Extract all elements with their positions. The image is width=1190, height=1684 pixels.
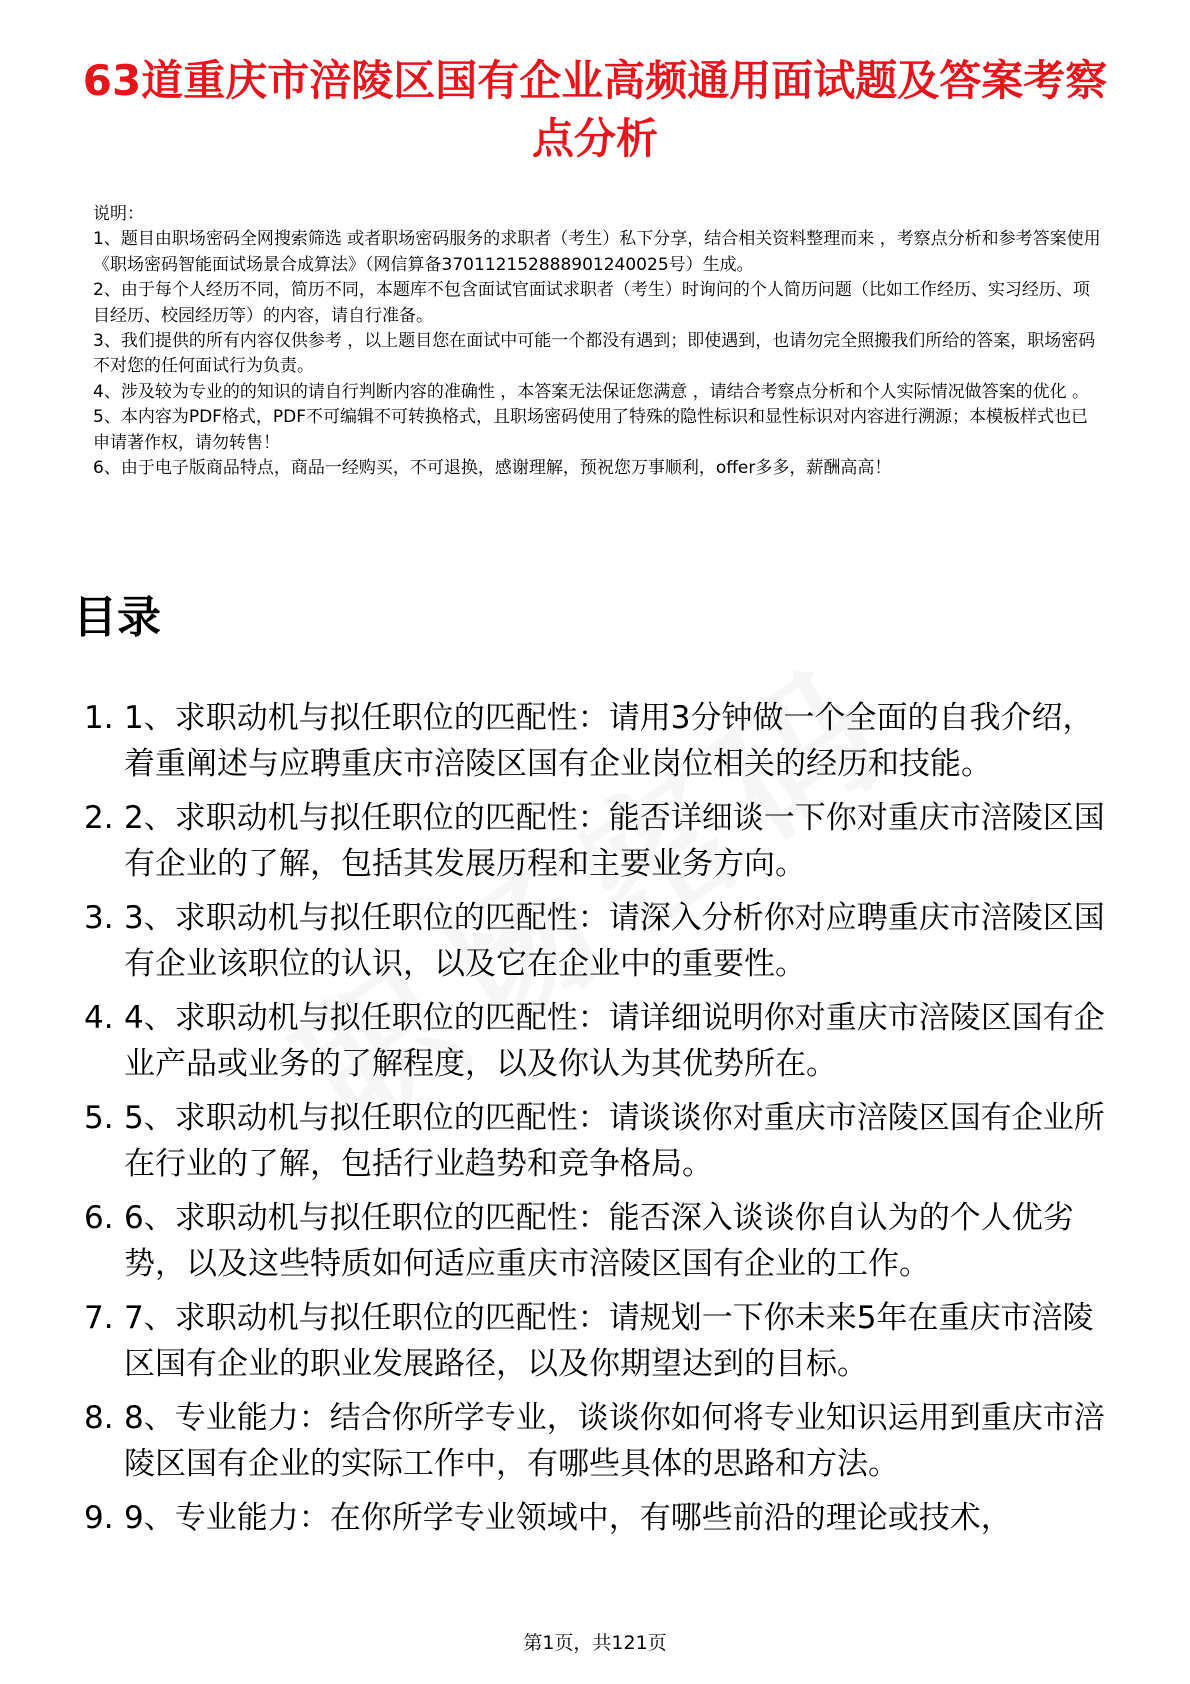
toc-item-number: 2. [84,800,114,836]
toc-item-text: 6、求职动机与拟任职位的匹配性：能否深入谈谈你自认为的个人优劣势，以及这些特质如何适应重庆市涪陵区国有企业的工作。 [124,1200,1074,1282]
toc-item[interactable] [84,1095,1124,1187]
toc-list [84,695,1124,1549]
toc-item[interactable] [84,995,1124,1087]
toc-item[interactable] [84,1495,1124,1541]
toc-item-number: 1. [84,700,114,736]
note-item: 6、由于电子版商品特点，商品一经购买，不可退换，感谢理解，预祝您万事顺利，offer多多，薪酬高高！ [93,458,892,479]
toc-item[interactable] [84,1395,1124,1487]
notes-heading: 说明： [93,204,144,224]
toc-item-number: 8. [84,1400,114,1436]
note-item: 2、由于每个人经历不同，简历不同，本题库不包含面试官面试求职者（考生）时询问的个人简历问题（比如工作经历、实习经历、项目经历、校园经历等）的内容，请自行准备。 [93,280,1090,326]
toc-item-number: 5. [84,1100,114,1136]
toc-item-number: 4. [84,1000,114,1036]
toc-item-text: 5、求职动机与拟任职位的匹配性：请谈谈你对重庆市涪陵区国有企业所在行业的了解，包括行业趋势和竞争格局。 [124,1100,1105,1182]
toc-item[interactable] [84,695,1124,787]
toc-item-number: 7. [84,1300,114,1336]
toc-item-number: 3. [84,900,114,936]
note-item: 3、我们提供的所有内容仅供参考 ，以上题目您在面试中可能一个都没有遇到；即使遇到，也请勿完全照搬我们所给的答案，职场密码不对您的任何面试行为负责。 [93,331,1096,377]
toc-item-text: 2、求职动机与拟任职位的匹配性：能否详细谈一下你对重庆市涪陵区国有企业的了解，包括其发展历程和主要业务方向。 [124,800,1105,882]
toc-item[interactable] [84,1295,1124,1387]
toc-item-text: 1、求职动机与拟任职位的匹配性：请用3分钟做一个全面的自我介绍，着重阐述与应聘重庆市涪陵区国有企业岗位相关的经历和技能。 [124,700,1094,782]
note-item: 1、题目由职场密码全网搜索筛选 或者职场密码服务的求职者（考生）私下分享，结合相关资料整理而来 ，考察点分析和参考答案使用《职场密码智能面试场景合成算法》（网信算备370112152888901240025号）生成。 [93,229,1101,275]
note-item: 4、涉及较为专业的的知识的请自行判断内容的准确性 ，本答案无法保证您满意 ，请结合考察点分析和个人实际情况做答案的优化 。 [93,381,1090,402]
toc-item-text: 3、求职动机与拟任职位的匹配性：请深入分析你对应聘重庆市涪陵区国有企业该职位的认识，以及它在企业中的重要性。 [124,900,1105,982]
document-title: 63道重庆市涪陵区国有企业高频通用面试题及答案考察点分析 [82,56,1108,163]
page-footer: 第1页，共121页 [523,1632,667,1654]
toc-item[interactable] [84,795,1124,887]
toc-item-text: 9、专业能力：在你所学专业领域中，有哪些前沿的理论或技术， [124,1500,1012,1536]
toc-item-text: 4、求职动机与拟任职位的匹配性：请详细说明你对重庆市涪陵区国有企业产品或业务的了解程度，以及你认为其优势所在。 [124,1000,1105,1082]
toc-item-text: 7、求职动机与拟任职位的匹配性：请规划一下你未来5年在重庆市涪陵区国有企业的职业发展路径，以及你期望达到的目标。 [124,1300,1094,1382]
toc-item-number: 6. [84,1200,114,1236]
notes-section [93,202,1103,481]
toc-item-text: 8、专业能力：结合你所学专业，谈谈你如何将专业知识运用到重庆市涪陵区国有企业的实际工作中，有哪些具体的思路和方法。 [124,1400,1105,1482]
toc-item[interactable] [84,1195,1124,1287]
toc-heading: 目录 [73,592,161,643]
toc-item-number: 9. [84,1500,114,1536]
toc-item[interactable] [84,895,1124,987]
note-item: 5、本内容为PDF格式，PDF不可编辑不可转换格式，且职场密码使用了特殊的隐性标识和显性标识对内容进行溯源；本模板样式也已申请著作权，请勿转售！ [93,407,1089,453]
